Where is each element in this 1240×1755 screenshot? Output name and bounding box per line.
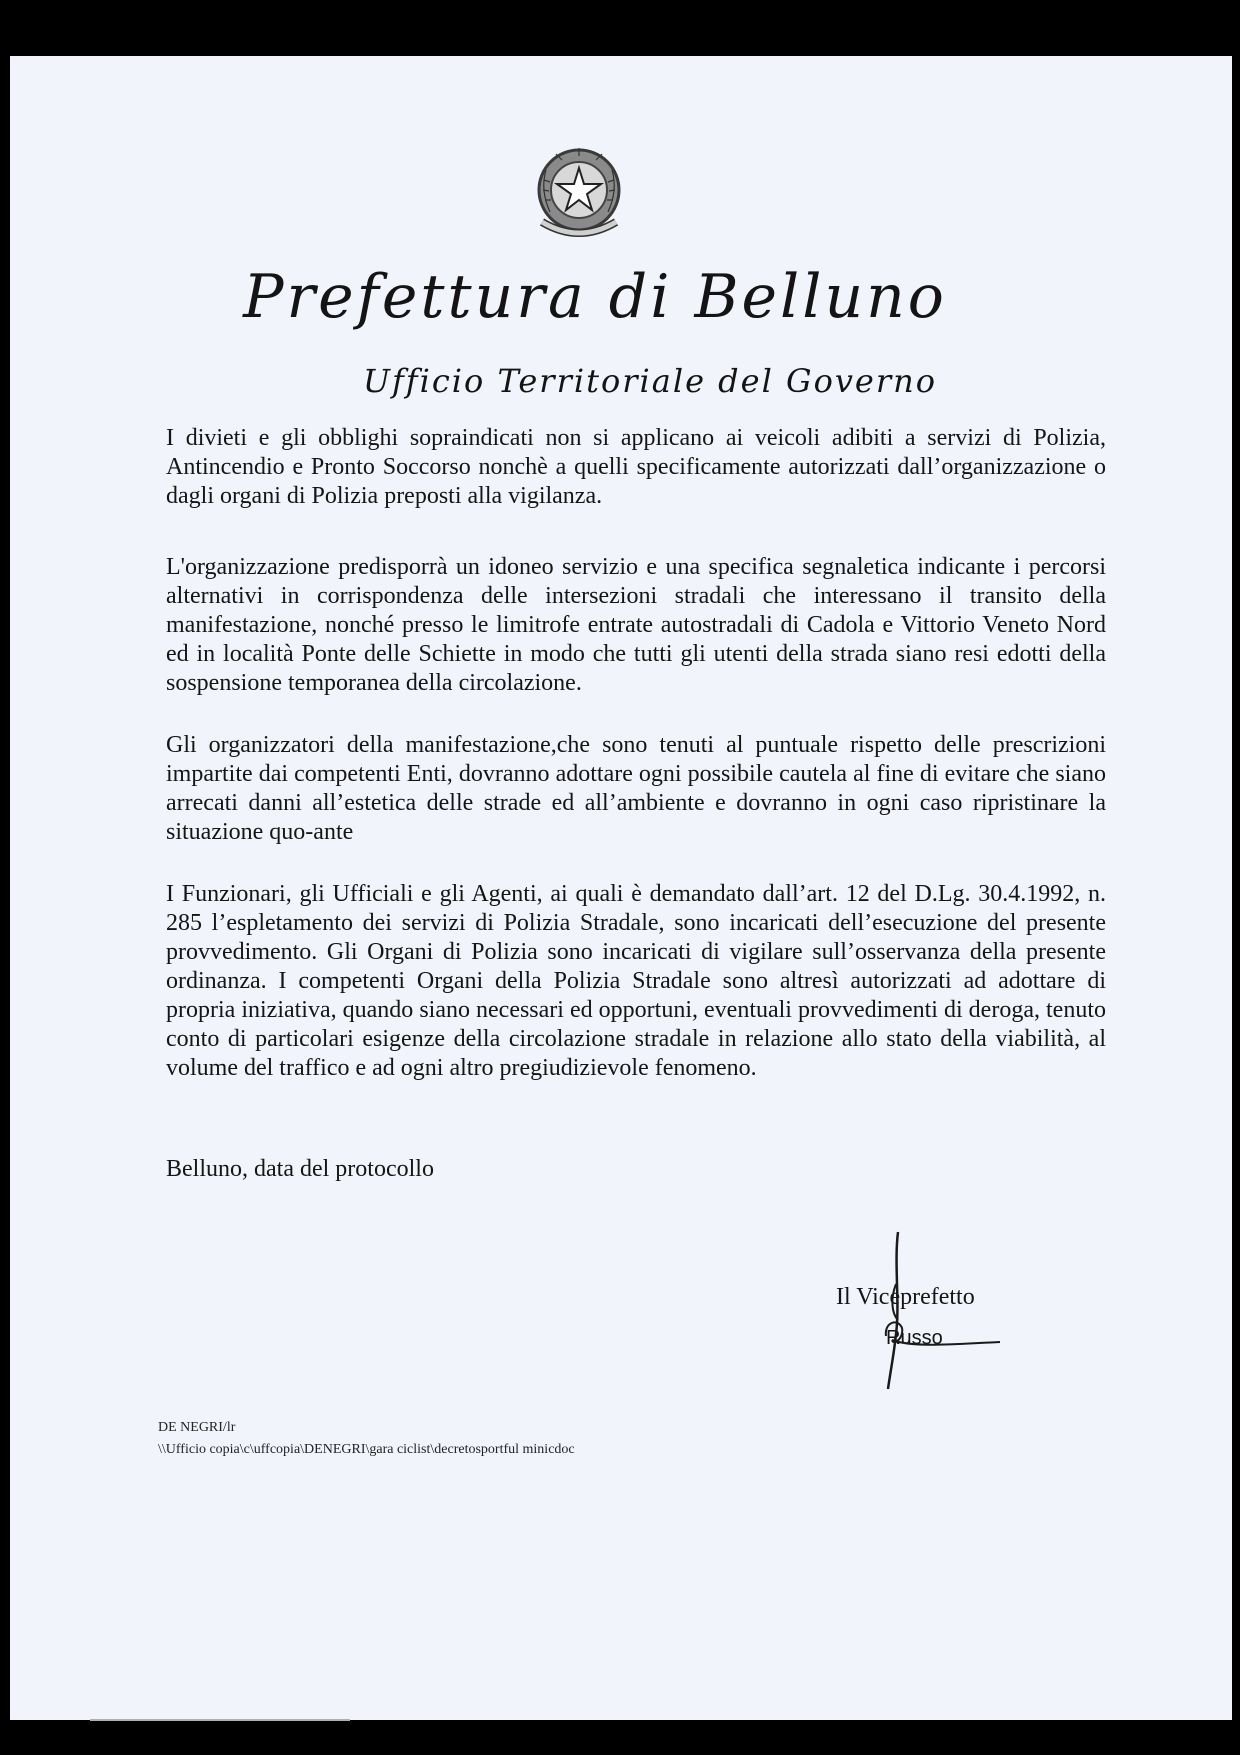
letterhead-title: Prefettura di Belluno <box>243 262 947 332</box>
handwritten-signature <box>884 1224 1014 1394</box>
body-paragraph: I divieti e gli obblighi sopraindicati non si applicano ai veicoli adibiti a servizi di Polizia, Antincendio e Pronto Soccorso nonchè a quelli specificamente autorizzati dall’organizzazione o dagli organi di Polizia preposti alla vigilanza. <box>166 425 1106 509</box>
letterhead-subtitle: Ufficio Territoriale del Governo <box>362 362 938 400</box>
body-paragraph: L'organizzazione predisporrà un idoneo servizio e una specifica segnaletica indicante i percorsi alternativi in corrispondenza delle intersezioni stradali che interessano il transito della manifestazione, nonché presso le limitrofe entrate autostradali di Cadola e Vittorio Veneto Nord ed in località Ponte delle Schiette in modo che tutti gli utenti della strada siano resi edotti della sospensione temporanea della circolazione. <box>166 554 1106 696</box>
footer-initials: DE NEGRI/lr <box>158 1420 236 1435</box>
body-paragraph: Gli organizzatori della manifestazione,che sono tenuti al puntuale rispetto delle prescrizioni impartite dai competenti Enti, dovranno adottare ogni possibile cautela al fine di evitare che siano arrecati danni all’estetica delle strade ed all’ambiente e dovranno in ogni caso ripristinare la situazione quo-ante <box>166 732 1106 845</box>
scan-artifact <box>90 1718 350 1722</box>
body-paragraph: I Funzionari, gli Ufficiali e gli Agenti, ai quali è demandato dall’art. 12 del D.Lg. 30.4.1992, n. 285 l’espletamento dei servizi di Polizia Stradale, sono incaricati dell’esecuzione del presente provvedimento. Gli Organi di Polizia sono incaricati di vigilare sull’osservanza della presente ordinanza. I competenti Organi della Polizia Stradale sono altresì autorizzati ad adottare di propria iniziativa, quando siano necessari ed opportuni, eventuali provvedimenti di deroga, tenuto conto di particolari esigenze della circolazione stradale in relazione allo stato della viabilità, al volume del traffico e ad ogni altro pregiudizievole fenomeno. <box>166 881 1106 1081</box>
italian-republic-emblem-icon <box>526 140 632 246</box>
signatory-name: Russo <box>886 1327 943 1349</box>
signatory-role: Il Viceprefetto <box>836 1284 975 1310</box>
place-date: Belluno, data del protocollo <box>166 1156 434 1182</box>
footer-file-path: \\Ufficio copia\c\uffcopia\DENEGRI\gara ciclist\decretosportful minicdoc <box>158 1442 575 1457</box>
